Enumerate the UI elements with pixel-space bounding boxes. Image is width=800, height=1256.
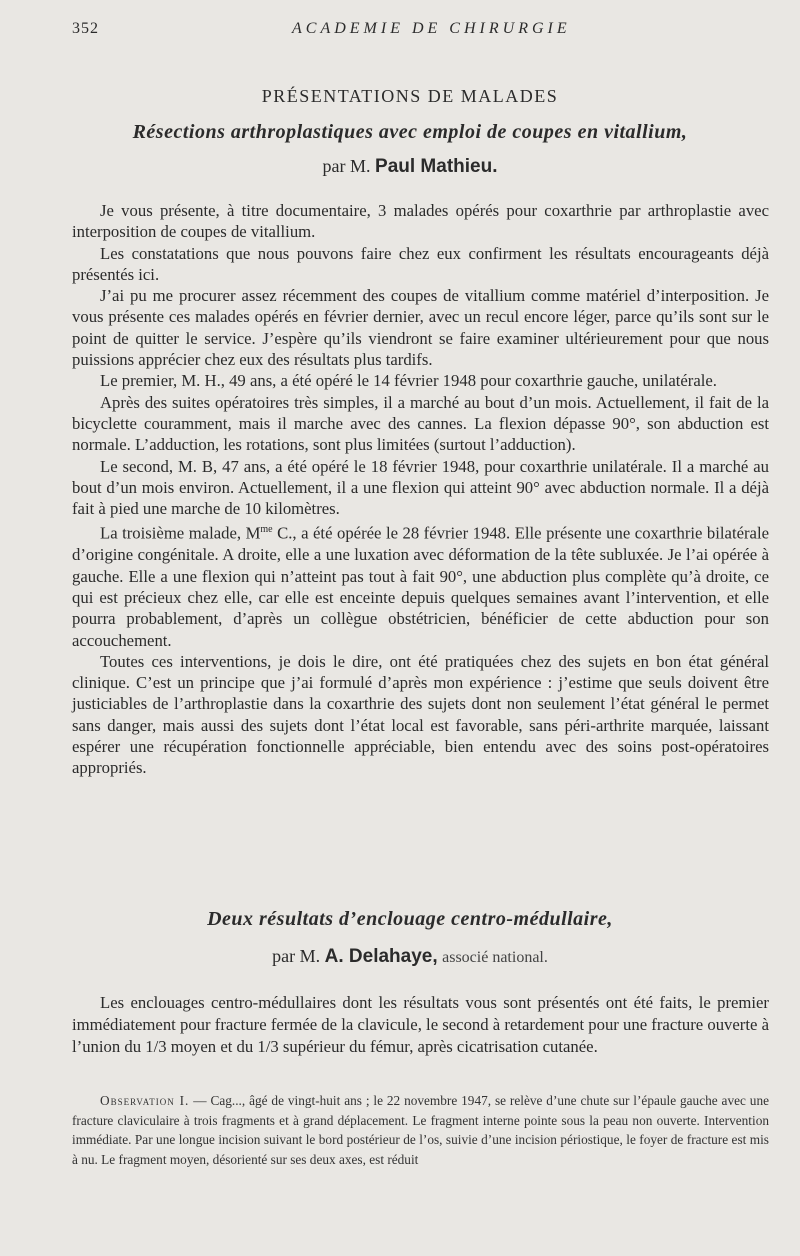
observation-text: — Cag..., âgé de vingt-huit ans ; le 22 novembre 1947, se relève d’une chute sur l’épaule gauche avec une fracture claviculaire à trois fragments et à grand déplacement. Le fragment interne pointe sous la peau non ouverte. Intervention immédiate. Par une longue incision suivant le bord postérieur de l’os, suivie d’une incision périostique, le foyer de fracture est mis à nu. Le fragment moyen, désorienté sur ses deux axes, est réduit xyxy=(72,1093,769,1167)
running-head: ACADEMIE DE CHIRURGIE xyxy=(292,20,571,37)
section-title: PRÉSENTATIONS DE MALADES xyxy=(261,86,559,106)
paragraph: Toutes ces interventions, je dois le dire, ont été pratiquées chez des sujets en bon état général clinique. C’est un principe que j’ai formulé d’après mon expérience : j’estime que seuls doivent être justiciables de l’arthroplastie dans la coxarthrie des sujets dont non seulement l’état général le permet sans danger, mais aussi des sujets dont l’état local est favorable, sans péri-arthrite marquée, laissant espérer une récupération fonctionnelle appréciable, bien entendu avec des soins post-opératoires appropriés. xyxy=(72,651,769,778)
paragraph: Après des suites opératoires très simples, il a marché au bout d’un mois. Actuellement, il fait de la bicyclette couramment, mais il marche avec des cannes. La flexion dépasse 90°, son abduction est normale. L’adduction, les rotations, sont plus limitées (surtout l’adduction). xyxy=(72,392,769,455)
author-affiliation: associé national. xyxy=(442,949,548,966)
article-body-1 xyxy=(72,200,769,779)
byline-prefix-2: par M. xyxy=(272,946,321,966)
author-name-1: Paul Mathieu. xyxy=(375,156,498,177)
paragraph: La troisième malade, $M^{me}$ C., a été opérée le 28 février 1948. Elle présente une coxarthrie bilatérale d’origine congénitale. A droite, elle a une luxation avec déformation de la tête subluxée. Je l’ai opérée à gauche. Elle a une flexion qui n’atteint pas tout à fait 90°, une abduction plus complète qu’à droite, ce qui est précieux chez elle, car elle est enceinte depuis quelques semaines avant l’intervention, et elle pourra probablement, d’après un collègue obstétricien, bénéficier de cette abduction pour son accouchement. xyxy=(72,524,769,650)
paragraph: Le second, M. B, 47 ans, a été opéré le 18 février 1948, pour coxarthrie unilatérale. Il a marché au bout d’un mois environ. Actuellement, il a une flexion qui atteint 90° avec abduction normale. Il a déjà fait à pied une marche de 10 kilomètres. xyxy=(72,456,769,519)
article-title-2: Deux résultats d’enclouage centro-médullaire, xyxy=(207,908,613,930)
paragraph: Le premier, M. H., 49 ans, a été opéré le 14 février 1948 pour coxarthrie gauche, unilatérale. xyxy=(100,371,717,391)
paragraph: Les enclouages centro-médullaires dont les résultats vous sont présentés ont été faits, le premier immédiatement pour fracture fermée de la clavicule, le second à retardement pour une fracture ouverte à l’union du 1/3 moyen et du 1/3 supérieur du fémur, après cicatrisation cutanée. xyxy=(72,993,769,1056)
paragraph: Les constatations que nous pouvons faire chez eux confirment les résultats encourageants déjà présentés ici. xyxy=(72,243,769,284)
byline-2 xyxy=(70,946,750,968)
page-number: 352 xyxy=(72,20,99,37)
author-name-2: A. Delahaye, xyxy=(324,946,438,967)
article-body-2 xyxy=(72,992,769,1057)
paragraph: J’ai pu me procurer assez récemment des coupes de vitallium comme matériel d’interposition. Je vous présente ces malades opérés en février dernier, avec un recul encore léger, parce qu’ils sont sur le point de quitter le service. J’espère qu’ils viendront se faire examiner ultérieurement pour que nous puissions apprécier chez eux des résultats plus tardifs. xyxy=(72,286,769,370)
page-header xyxy=(0,20,800,44)
superscript: me xyxy=(260,524,273,536)
observation-label: Observation I. xyxy=(100,1093,190,1108)
byline-1 xyxy=(70,156,750,178)
observation-note xyxy=(72,1091,769,1169)
article-title-1: Résections arthroplastiques avec emploi de coupes en vitallium, xyxy=(132,121,688,143)
paragraph: Je vous présente, à titre documentaire, 3 malades opérés pour coxarthrie par arthroplastie avec interposition de coupes de vitallium. xyxy=(72,201,769,242)
byline-prefix-1: par M. xyxy=(322,156,371,176)
